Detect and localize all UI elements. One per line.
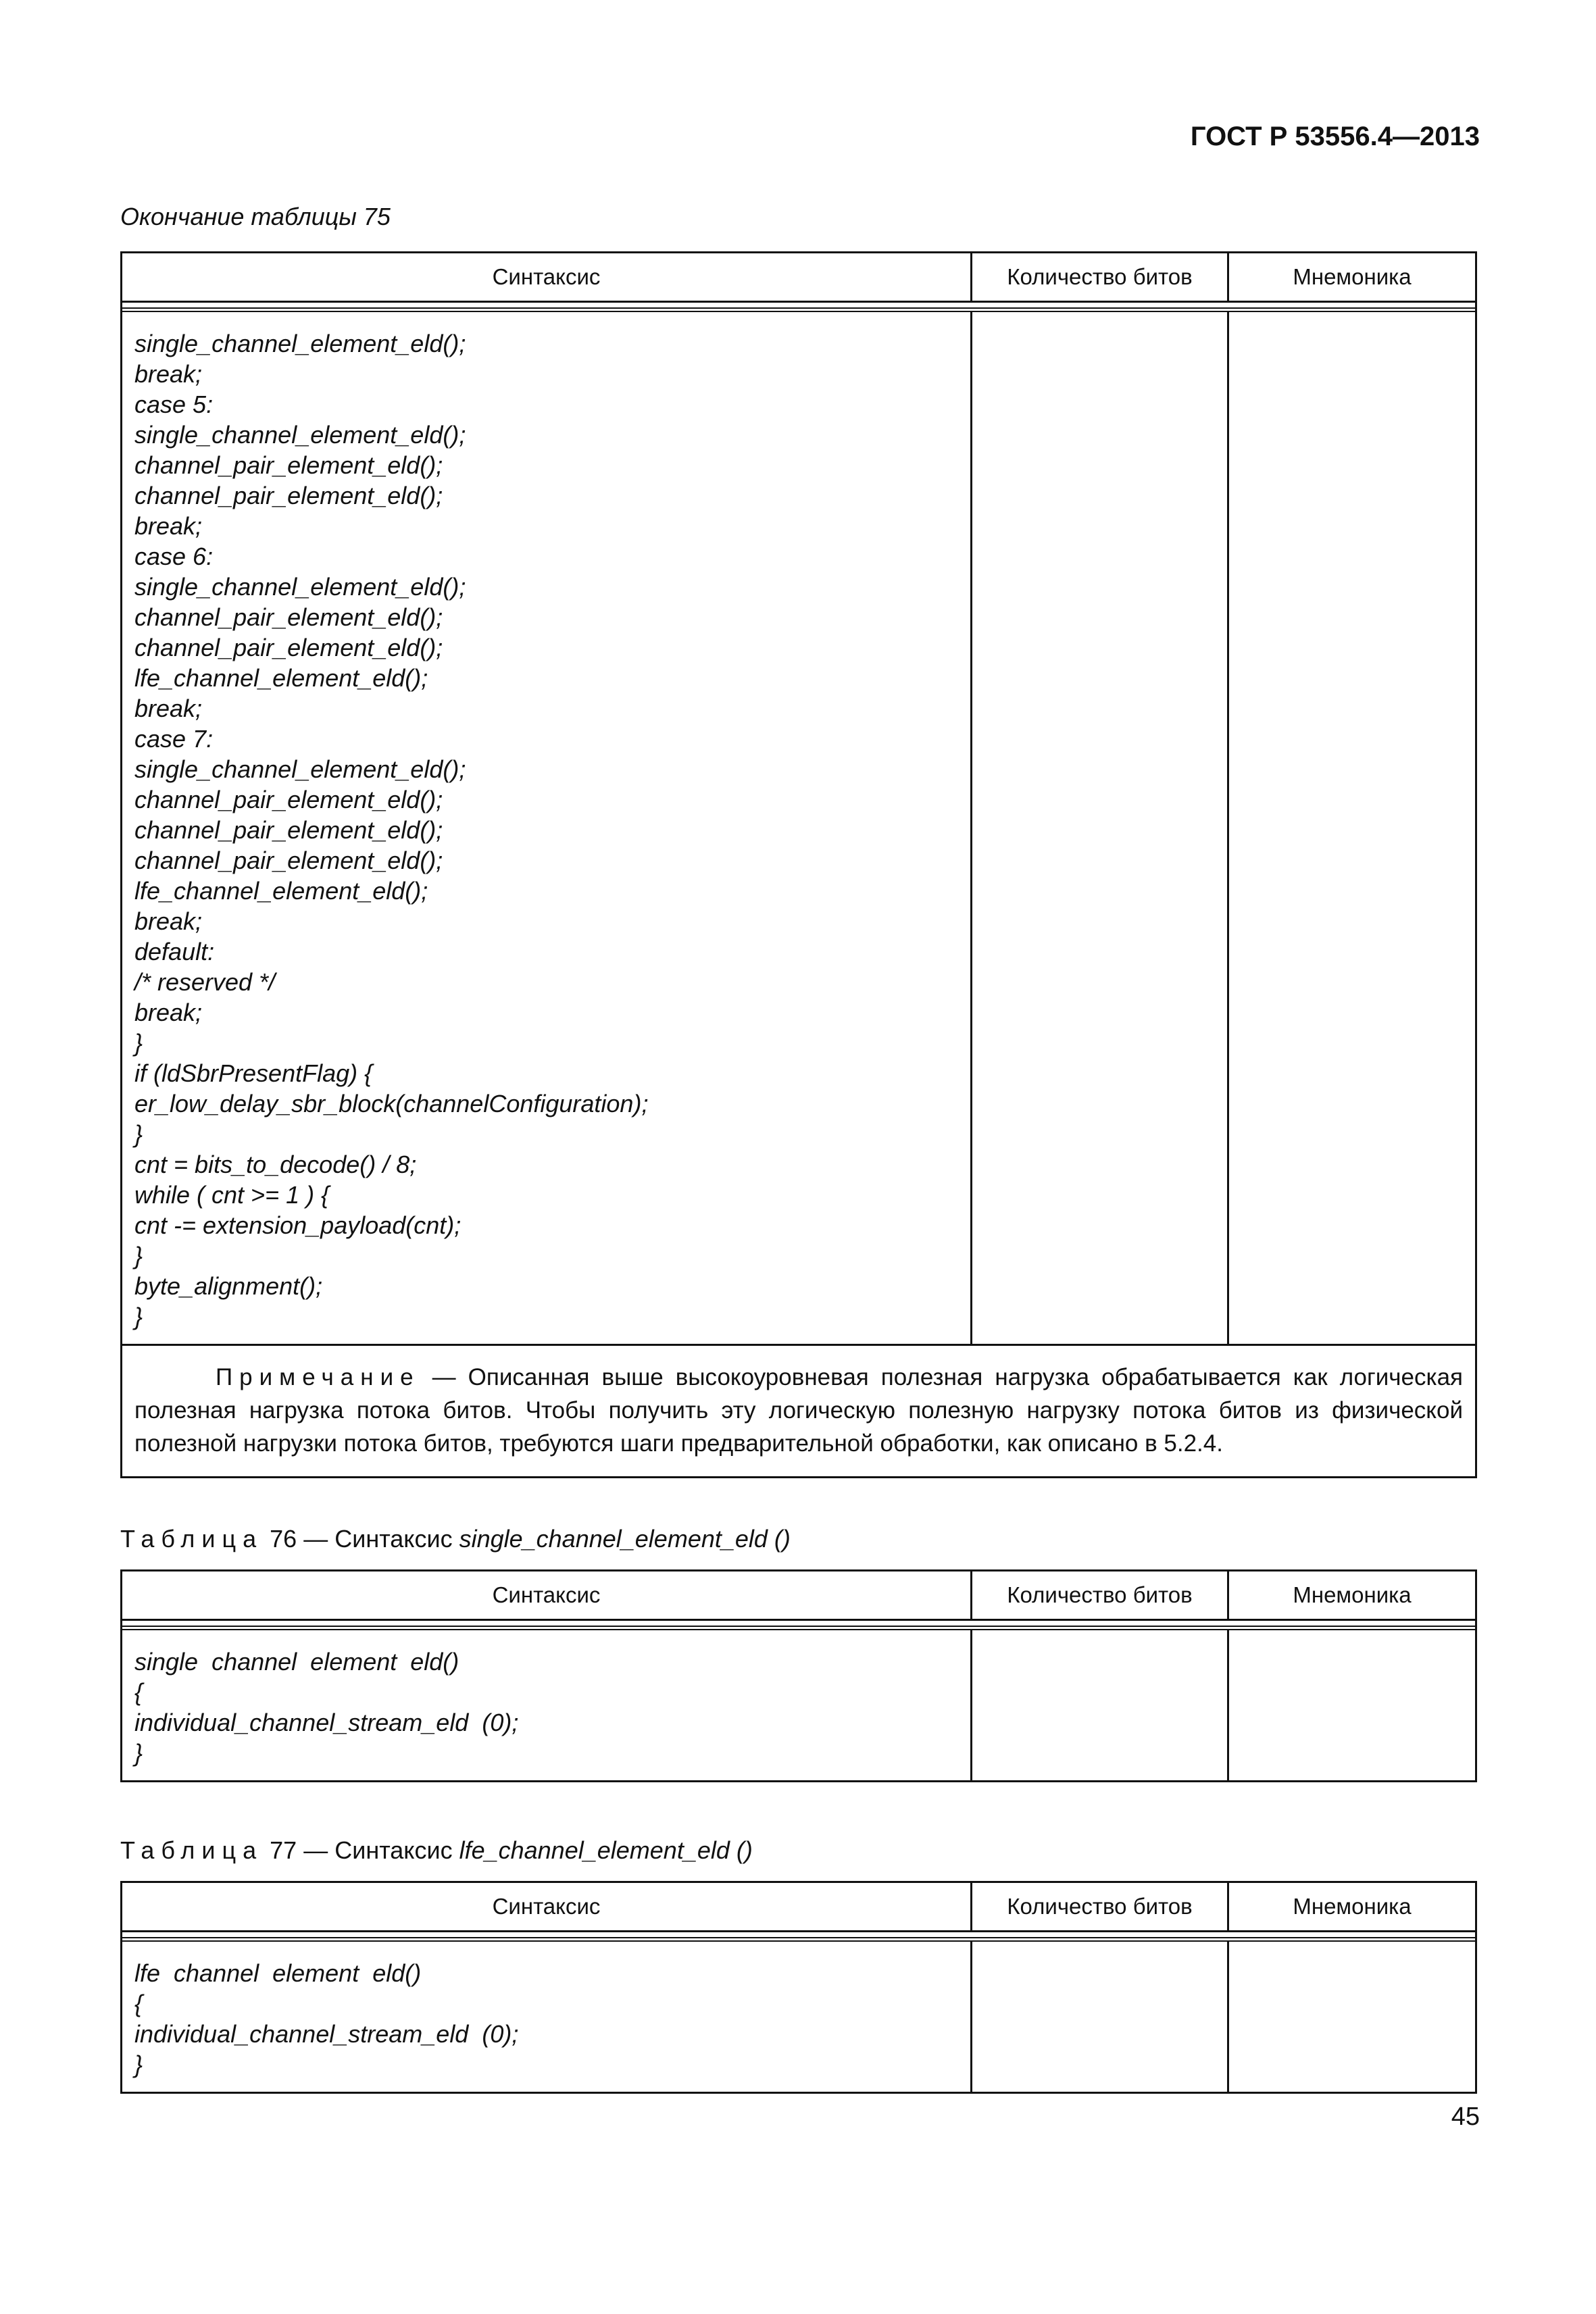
table77 bbox=[120, 1881, 1477, 2094]
code-line: cnt -= extension_payload(cnt); bbox=[134, 1211, 462, 1239]
document-standard-header: ГОСТ Р 53556.4—2013 bbox=[1190, 122, 1480, 151]
code-line: if (ldSbrPresentFlag) { bbox=[134, 1059, 373, 1087]
code-line: single channel element eld() bbox=[134, 1648, 459, 1676]
table76-mnemonic-cell bbox=[1229, 1630, 1475, 1780]
table76-syntax-cell bbox=[122, 1630, 972, 1780]
table76-caption-text: 76 — Синтаксис bbox=[263, 1525, 459, 1553]
table77-bits-cell bbox=[972, 1942, 1229, 2092]
table76-caption-label: Таблица bbox=[120, 1525, 264, 1553]
table77-header-row bbox=[122, 1883, 1475, 1932]
table75-bits-cell bbox=[972, 312, 1229, 1344]
code-line: single_channel_element_eld(); bbox=[134, 755, 466, 783]
code-line: lfe_channel_element_eld(); bbox=[134, 877, 428, 905]
col-header-bits: Количество битов bbox=[972, 1883, 1229, 1930]
code-line: } bbox=[134, 1120, 143, 1148]
table77-caption-label: Таблица bbox=[120, 1836, 264, 1864]
code-line: cnt = bits_to_decode() / 8; bbox=[134, 1151, 417, 1178]
code-line: break; bbox=[134, 512, 203, 540]
table75-note bbox=[122, 1344, 1475, 1476]
code-line: break; bbox=[134, 907, 203, 935]
note-text: — Описанная выше высокоуровневая полезная нагрузка обрабатывается как логическая полезная нагрузка потока битов. Чтобы получить эту логическую полезную нагрузку потока битов из физической полезной нагрузки потока битов, требуются шаги предварительной обработки, как описано в 5.2.4. bbox=[134, 1364, 1463, 1457]
code-line: single_channel_element_eld(); bbox=[134, 573, 466, 601]
code-line: break; bbox=[134, 695, 203, 722]
code-line: } bbox=[134, 1303, 143, 1330]
table76-header-row bbox=[122, 1571, 1475, 1621]
table77-syntax-cell bbox=[122, 1942, 972, 2092]
code-line: channel_pair_element_eld(); bbox=[134, 847, 443, 874]
table77-caption-func: lfe_channel_element_eld () bbox=[459, 1836, 753, 1864]
table77-caption bbox=[120, 1836, 753, 1865]
code-line: default: bbox=[134, 938, 215, 965]
table75-header-row bbox=[122, 253, 1475, 303]
table77-mnemonic-cell bbox=[1229, 1942, 1475, 2092]
code-line: lfe channel element eld() bbox=[134, 1959, 422, 1987]
note-label: Примечание bbox=[216, 1364, 420, 1390]
page-number: 45 bbox=[1451, 2103, 1480, 2131]
col-header-bits: Количество битов bbox=[972, 1571, 1229, 1619]
code-line: er_low_delay_sbr_block(channelConfiguration); bbox=[134, 1090, 649, 1117]
col-header-mnemonic: Мнемоника bbox=[1293, 1582, 1412, 1607]
table75-mnemonic-cell bbox=[1229, 312, 1475, 1344]
code-line: case 5: bbox=[134, 391, 214, 418]
code-line: single_channel_element_eld(); bbox=[134, 421, 466, 449]
code-line: break; bbox=[134, 360, 203, 388]
code-line: individual_channel_stream_eld (0); bbox=[134, 2020, 519, 2048]
code-line: channel_pair_element_eld(); bbox=[134, 816, 443, 844]
code-line: single_channel_element_eld(); bbox=[134, 330, 466, 357]
col-header-mnemonic: Мнемоника bbox=[1293, 264, 1412, 289]
code-line: byte_alignment(); bbox=[134, 1272, 323, 1300]
code-line: channel_pair_element_eld(); bbox=[134, 634, 443, 661]
table76-bits-cell bbox=[972, 1630, 1229, 1780]
code-line: } bbox=[134, 1242, 143, 1269]
code-line: lfe_channel_element_eld(); bbox=[134, 664, 428, 692]
table75-syntax-cell bbox=[122, 312, 972, 1344]
table75-body-row bbox=[122, 311, 1475, 1344]
code-line: channel_pair_element_eld(); bbox=[134, 786, 443, 813]
table75 bbox=[120, 251, 1477, 1478]
code-line: individual_channel_stream_eld (0); bbox=[134, 1709, 519, 1736]
code-line: } bbox=[134, 1029, 143, 1057]
code-line: channel_pair_element_eld(); bbox=[134, 482, 443, 509]
col-header-bits: Количество битов bbox=[972, 253, 1229, 301]
col-header-syntax: Синтаксис bbox=[122, 1883, 972, 1930]
table76-body-row bbox=[122, 1629, 1475, 1780]
code-line: break; bbox=[134, 999, 203, 1026]
table76-caption bbox=[120, 1525, 791, 1553]
code-line: channel_pair_element_eld(); bbox=[134, 603, 443, 631]
code-line: } bbox=[134, 2051, 143, 2078]
code-line: case 7: bbox=[134, 725, 214, 753]
table77-body-row bbox=[122, 1940, 1475, 2092]
col-header-syntax: Синтаксис bbox=[122, 1571, 972, 1619]
col-header-syntax: Синтаксис bbox=[122, 253, 972, 301]
code-line: /* reserved */ bbox=[134, 968, 276, 996]
code-line: } bbox=[134, 1739, 143, 1767]
col-header-mnemonic: Мнемоника bbox=[1293, 1894, 1412, 1919]
code-line: { bbox=[134, 1678, 143, 1706]
table76 bbox=[120, 1569, 1477, 1782]
code-line: channel_pair_element_eld(); bbox=[134, 451, 443, 479]
table77-caption-text: 77 — Синтаксис bbox=[263, 1836, 459, 1864]
code-line: case 6: bbox=[134, 543, 214, 570]
table75-caption: Окончание таблицы 75 bbox=[120, 203, 391, 230]
code-line: { bbox=[134, 1990, 143, 2017]
code-line: while ( cnt >= 1 ) { bbox=[134, 1181, 330, 1209]
table76-caption-func: single_channel_element_eld () bbox=[459, 1525, 791, 1553]
